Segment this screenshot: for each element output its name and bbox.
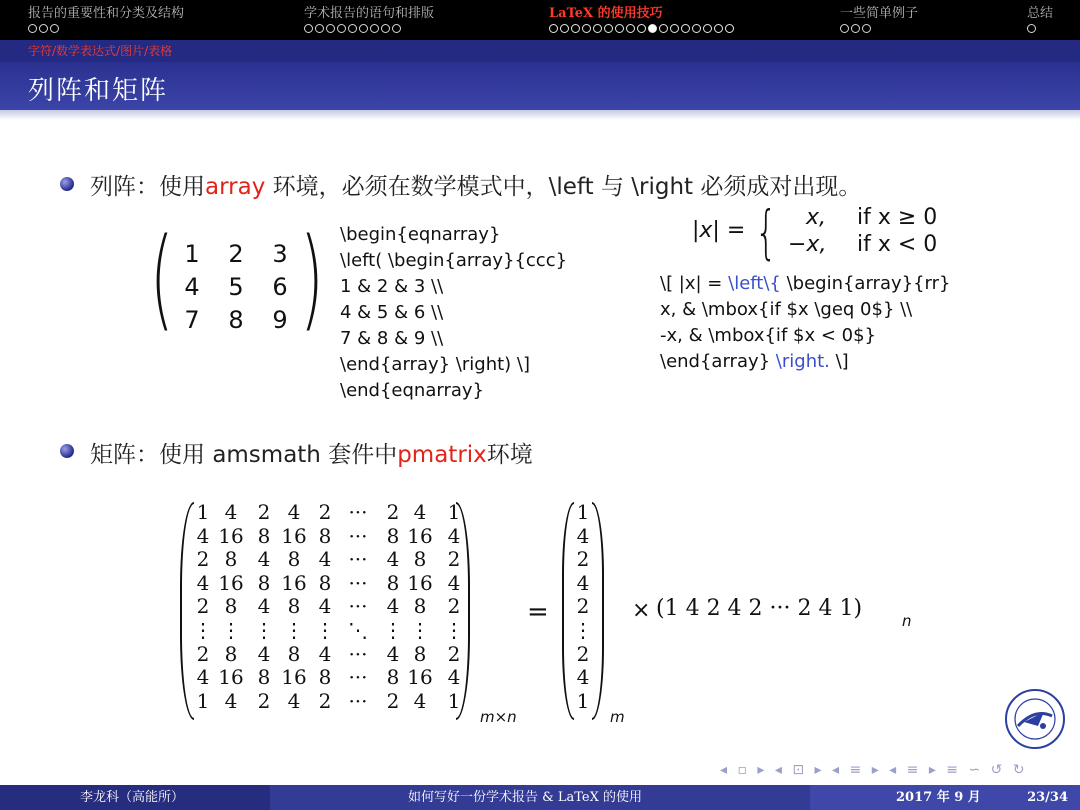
footer-author-panel: [0, 785, 270, 810]
matrix-cell: 4: [224, 500, 238, 524]
times-sign: ×: [632, 598, 651, 623]
array-keyword: array: [205, 174, 266, 200]
nav-dot[interactable]: [615, 24, 624, 33]
case-1-condition: if x ≥ 0: [857, 205, 938, 230]
nav-dot[interactable]: [315, 24, 324, 33]
matrix-cell: 4: [287, 500, 301, 524]
matrix-cell: 4: [287, 688, 301, 713]
equals-sign: =: [527, 597, 549, 627]
matrix-cell: 1: [447, 688, 461, 713]
nav-dot[interactable]: [692, 24, 701, 33]
matrix-cell: 8: [318, 570, 332, 595]
matrix-cell: 2: [257, 500, 271, 524]
nav-dot[interactable]: [604, 24, 613, 33]
matrix-cell: 4: [196, 523, 210, 548]
matrix-cell: 1: [184, 240, 200, 268]
nav-section-dots: [549, 24, 734, 33]
matrix-cell: 9: [272, 306, 288, 334]
nav-dot[interactable]: [348, 24, 357, 33]
code-text: \]: [829, 351, 849, 372]
matrix-cell: 16: [281, 523, 307, 548]
matrix-cell: ···: [348, 594, 368, 619]
row-vector-subscript: n: [902, 612, 912, 630]
code-line: \begin{eqnarray}: [340, 224, 501, 245]
matrix-cell: ···: [348, 641, 368, 666]
vector-cell: 2: [576, 594, 590, 619]
matrix-cell: 4: [196, 570, 210, 595]
bullet-1-prefix: 列阵：使用: [90, 174, 205, 200]
matrix-cell: 8: [287, 594, 301, 619]
nav-dot[interactable]: [549, 24, 558, 33]
nav-section-title[interactable]: 报告的重要性和分类及结构: [28, 6, 185, 21]
code-line: \end{array} \right) \]: [340, 354, 530, 375]
matrix-cell: 4: [413, 500, 427, 524]
curly-brace: {: [755, 198, 778, 266]
nav-dot[interactable]: [862, 24, 871, 33]
matrix-cell: 8: [413, 641, 427, 666]
matrix-cell: 8: [413, 547, 427, 572]
matrix-cell: 2: [318, 688, 332, 713]
matrix-cell: 8: [257, 570, 271, 595]
case-2-value: −x,: [788, 232, 827, 257]
matrix-cell: 16: [407, 523, 433, 548]
vector-cell: 4: [576, 523, 590, 548]
nav-section-title[interactable]: 学术报告的语句和排版: [304, 6, 435, 21]
nav-dot[interactable]: [359, 24, 368, 33]
nav-section-5[interactable]: [1027, 2, 1053, 33]
left-paren: (: [150, 214, 174, 342]
matrix-cell: ···: [348, 570, 368, 595]
right-paren: ): [300, 214, 324, 342]
vector-cell: 1: [576, 688, 590, 713]
code-line: x, & \mbox{if $x \geq 0$} \\: [660, 299, 913, 320]
matrix-cell: ···: [348, 688, 368, 713]
matrix-cell: 8: [287, 641, 301, 666]
frame-title: 列阵和矩阵: [28, 76, 169, 106]
matrix-cell: 16: [218, 665, 244, 690]
matrix-cell: ⋮: [410, 618, 430, 642]
matrix-cell: ⋮: [383, 618, 403, 642]
matrix-cell: 7: [184, 306, 200, 334]
nav-section-1[interactable]: [28, 2, 184, 33]
matrix-cell: 4: [184, 273, 200, 301]
bullet-1-end: 必须成对出现。: [693, 174, 862, 200]
matrix-cell: 1: [196, 500, 210, 524]
matrix-cell: 2: [228, 240, 244, 268]
matrix-cell: 1: [447, 500, 461, 524]
case-2-condition: if x < 0: [857, 232, 938, 257]
matrix-cell: ···: [348, 523, 368, 548]
matrix-cell: ⋮: [444, 618, 464, 642]
nav-dot[interactable]: [39, 24, 48, 33]
matrix-cell: 16: [218, 523, 244, 548]
nav-dot[interactable]: [560, 24, 569, 33]
matrix-cell: 4: [318, 594, 332, 619]
matrix-cell: 2: [386, 688, 400, 713]
nav-dot[interactable]: [670, 24, 679, 33]
bullet-icon: [60, 177, 74, 191]
footer-bar: [0, 785, 1080, 810]
footer-page-number: 23/34: [1027, 790, 1068, 805]
nav-dot[interactable]: [50, 24, 59, 33]
code-text: \begin{array}{rr}: [780, 273, 951, 294]
matrix-cell: ···: [348, 547, 368, 572]
matrix-cell: ⋱: [348, 618, 368, 642]
nav-dot[interactable]: [582, 24, 591, 33]
matrix-cell: ⋮: [221, 618, 241, 642]
nav-dot[interactable]: [703, 24, 712, 33]
matrix-cell: 1: [196, 688, 210, 713]
matrix-cell: 4: [386, 594, 400, 619]
nav-section-dots: [28, 24, 184, 33]
nav-section-2[interactable]: [304, 2, 434, 33]
matrix-cell: 2: [196, 594, 210, 619]
nav-dot[interactable]: [593, 24, 602, 33]
bullet-2-mid: 套件中: [320, 442, 398, 468]
matrix-cell: 4: [447, 523, 461, 548]
code-line: [660, 271, 950, 297]
nav-dot[interactable]: [370, 24, 379, 33]
code-line: 4 & 5 & 6 \\: [340, 302, 444, 323]
nav-dot[interactable]: [851, 24, 860, 33]
matrix-cell: 8: [257, 523, 271, 548]
code-text: \end{array}: [660, 351, 776, 372]
nav-section-title[interactable]: 总结: [1027, 6, 1054, 21]
title-shadow: [0, 110, 1080, 120]
code-block-array: [340, 222, 567, 404]
matrix-cell: ⋮: [284, 618, 304, 642]
nav-dot[interactable]: [326, 24, 335, 33]
code-line: 1 & 2 & 3 \\: [340, 276, 444, 297]
matrix-cell: 2: [386, 500, 400, 524]
matrix-cell: 4: [257, 547, 271, 572]
code-line: \end{eqnarray}: [340, 380, 484, 401]
matrix-cell: 4: [257, 641, 271, 666]
matrix-cell: 4: [257, 594, 271, 619]
nav-dot[interactable]: [648, 24, 657, 33]
matrix-cell: 8: [257, 665, 271, 690]
nav-section-title[interactable]: LaTeX 的使用技巧: [549, 6, 663, 21]
matrix-cell: 4: [447, 570, 461, 595]
nav-dot[interactable]: [659, 24, 668, 33]
footer-date-panel: [810, 785, 1080, 810]
nav-dot[interactable]: [337, 24, 346, 33]
bullet-2-prefix: 矩阵：使用: [90, 442, 213, 468]
bullet-1-text: [90, 168, 861, 201]
vector-cell: 4: [576, 570, 590, 595]
matrix-cell: ···: [348, 665, 368, 690]
footer-title: 如何写好一份学术报告 & LaTeX 的使用: [408, 790, 642, 805]
nav-section-dots: [1027, 24, 1053, 33]
nav-dot[interactable]: [1027, 24, 1036, 33]
matrix-cell: 16: [407, 665, 433, 690]
left-command: \left: [548, 174, 594, 200]
matrix-cell: 16: [218, 570, 244, 595]
bullet-2-end: 环境: [486, 442, 533, 468]
code-line: 7 & 8 & 9 \\: [340, 328, 444, 349]
matrix-cell: 4: [386, 547, 400, 572]
matrix-cell: 5: [228, 273, 244, 301]
matrix-cell: 4: [413, 688, 427, 713]
nav-dot[interactable]: [392, 24, 401, 33]
matrix-cell: 2: [447, 594, 461, 619]
matrix-cell: 8: [386, 523, 400, 548]
nav-dot[interactable]: [28, 24, 37, 33]
nav-dot[interactable]: [381, 24, 390, 33]
nav-section-4[interactable]: [840, 2, 918, 33]
matrix-cell: 8: [413, 594, 427, 619]
matrix-cell: 2: [196, 547, 210, 572]
nav-dot[interactable]: [637, 24, 646, 33]
nav-dot[interactable]: [681, 24, 690, 33]
nav-dot[interactable]: [840, 24, 849, 33]
nav-section-dots: [840, 24, 918, 33]
nav-dot[interactable]: [725, 24, 734, 33]
subsection-bar: [0, 40, 1080, 62]
matrix-cell: 2: [318, 500, 332, 524]
bullet-2-text: [90, 436, 533, 469]
matrix-cell: 2: [196, 641, 210, 666]
nav-section-3-active[interactable]: [549, 2, 734, 33]
right-command: \right: [631, 174, 694, 200]
matrix-cell: 6: [272, 273, 288, 301]
matrix-cell: ⋮: [254, 618, 274, 642]
matrix-cell: 16: [281, 665, 307, 690]
pmatrix-keyword: pmatrix: [397, 442, 487, 468]
bullet-icon: [60, 444, 74, 458]
matrix-cell: ⋮: [193, 618, 213, 642]
code-line: [660, 349, 950, 375]
matrix-cell: 4: [386, 641, 400, 666]
matrix-cell: 2: [447, 641, 461, 666]
vector-subscript: m: [610, 708, 625, 726]
bullet-1-suffix: 环境，必须在数学模式中，: [265, 174, 549, 200]
footer-author: 李龙科（高能所）: [80, 790, 185, 805]
section-navigation-bar: [0, 0, 1080, 40]
nav-dot[interactable]: [714, 24, 723, 33]
beamer-navigation-symbols[interactable]: ◂ ▫ ▸ ◂ ⊡ ▸ ◂ ≡ ▸ ◂ ≡ ▸ ≡ ∽ ↺ ↻: [720, 762, 1028, 778]
matrix-cell: 2: [447, 547, 461, 572]
row-vector: (1 4 2 4 2 ··· 2 4 1): [656, 596, 863, 621]
frame-title-bar: [0, 62, 1080, 110]
code-line: \left( \begin{array}{ccc}: [340, 250, 568, 271]
university-seal-logo: [1004, 688, 1066, 750]
matrix-cell: 8: [318, 523, 332, 548]
matrix-cell: 8: [228, 306, 244, 334]
matrix-cell: 4: [318, 547, 332, 572]
bullet-1-mid: 与: [593, 174, 632, 200]
code-highlight: \right.: [775, 351, 830, 372]
code-block-cases: [660, 271, 950, 375]
matrix-subscript: m×n: [480, 708, 517, 726]
code-text: \[ |x| =: [660, 273, 729, 294]
amsmath-package: amsmath: [212, 442, 321, 468]
matrix-cell: 8: [318, 665, 332, 690]
matrix-cell: 8: [386, 570, 400, 595]
abs-lhs: |x| =: [692, 218, 746, 243]
vector-cell: 2: [576, 547, 590, 572]
case-1-value: x,: [806, 205, 827, 230]
matrix-cell: 4: [318, 641, 332, 666]
matrix-cell: 4: [196, 665, 210, 690]
nav-dot[interactable]: [626, 24, 635, 33]
matrix-cell: ⋮: [315, 618, 335, 642]
matrix-cell: 4: [224, 688, 238, 713]
matrix-cell: 8: [224, 641, 238, 666]
code-highlight: \left\{: [728, 273, 781, 294]
nav-section-dots: [304, 24, 434, 33]
matrix-cell: ···: [348, 500, 368, 524]
footer-date: 2017 年 9 月: [896, 790, 981, 805]
matrix-cell: 3: [272, 240, 288, 268]
matrix-cell: 16: [281, 570, 307, 595]
matrix-cell: 16: [407, 570, 433, 595]
vector-cell: 1: [576, 500, 590, 524]
nav-dot[interactable]: [304, 24, 313, 33]
footer-title-panel: [270, 785, 810, 810]
matrix-cell: 8: [386, 665, 400, 690]
matrix-cell: 8: [287, 547, 301, 572]
matrix-cell: 4: [447, 665, 461, 690]
matrix-cell: 2: [257, 688, 271, 713]
code-line: -x, & \mbox{if $x < 0$}: [660, 325, 876, 346]
matrix-cell: 8: [224, 594, 238, 619]
matrix-cell: 8: [224, 547, 238, 572]
subsection-title[interactable]: 字符/数学表达式/图片/表格: [28, 44, 173, 58]
nav-dot[interactable]: [571, 24, 580, 33]
nav-section-title[interactable]: 一些简单例子: [840, 6, 919, 21]
vector-cell: ⋮: [573, 618, 593, 642]
vector-cell: 2: [576, 641, 590, 666]
vector-cell: 4: [576, 665, 590, 690]
